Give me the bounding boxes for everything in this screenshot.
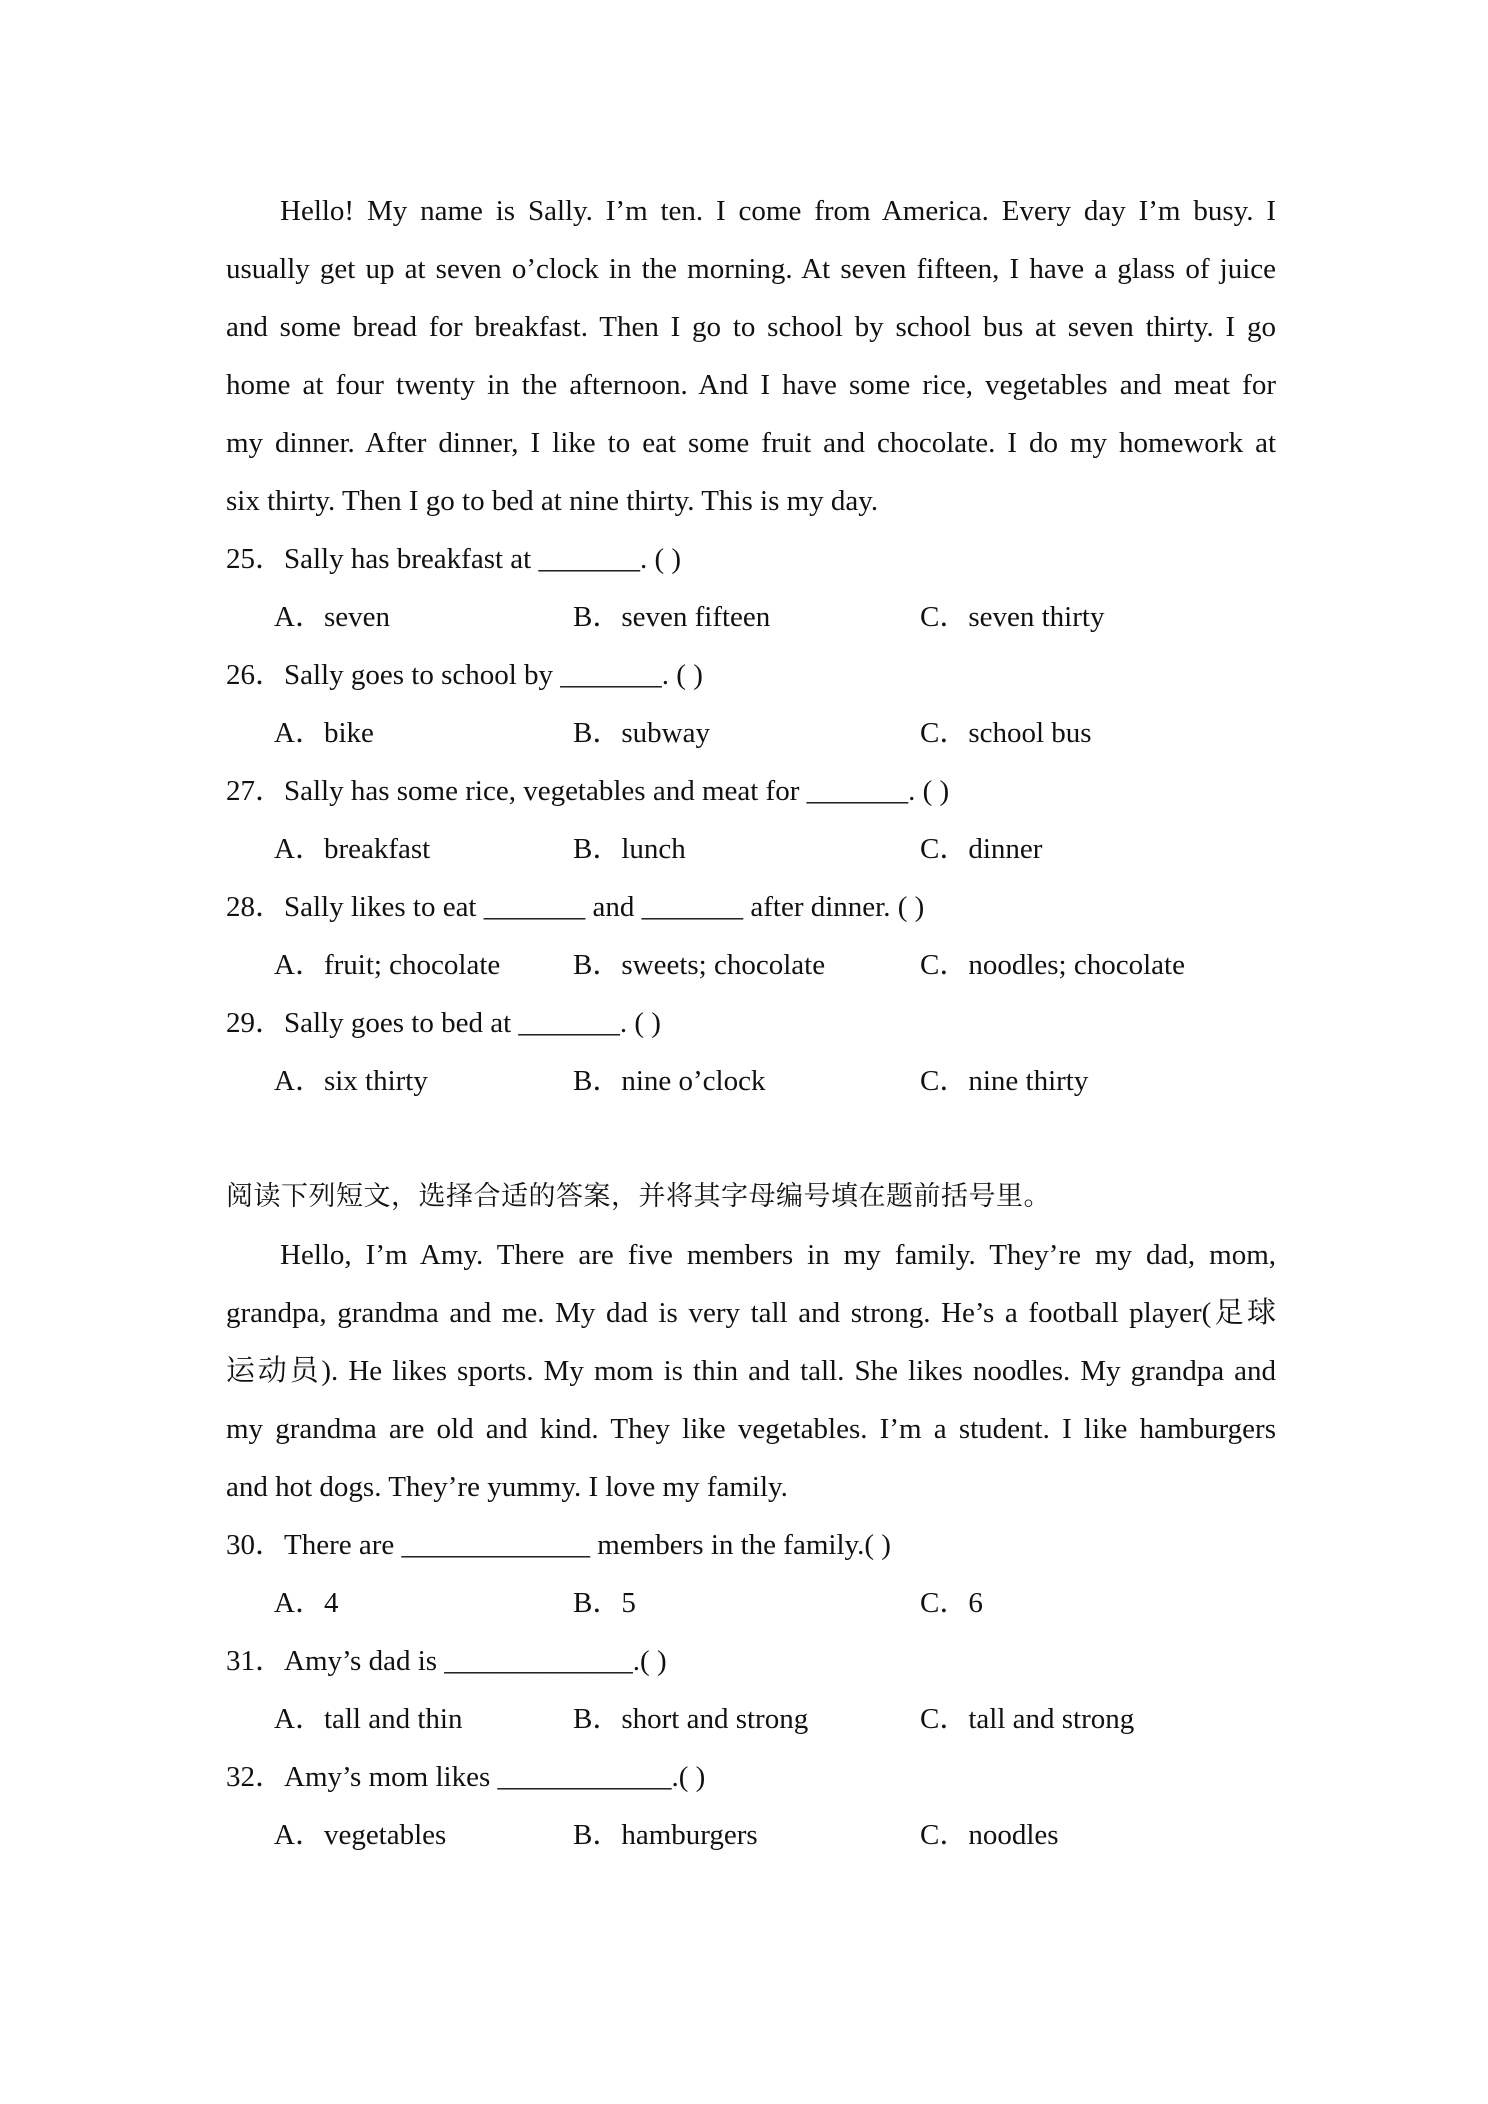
- option-c: C．seven thirty: [920, 601, 1105, 633]
- passage-line: usually get up at seven o’clock in the morning. At seven fifteen, I have a glass of juice: [226, 253, 1276, 285]
- question-stem: 31．Amy’s dad is _____________.( ): [226, 1645, 667, 1677]
- passage-line: Hello, I’m Amy. There are five members in my family. They’re my dad, mom,: [280, 1239, 1276, 1271]
- option-a: A．six thirty: [274, 1065, 428, 1097]
- question-stem: 29．Sally goes to bed at _______. ( ): [226, 1007, 661, 1039]
- option-c: C．6: [920, 1587, 983, 1619]
- option-c: C．nine thirty: [920, 1065, 1089, 1097]
- passage-line: my dinner. After dinner, I like to eat some fruit and chocolate. I do my homework at: [226, 427, 1276, 459]
- option-a: A．seven: [274, 601, 390, 633]
- option-c: C．school bus: [920, 717, 1092, 749]
- passage-line: home at four twenty in the afternoon. And I have some rice, vegetables and meat for: [226, 369, 1276, 401]
- option-a: A．vegetables: [274, 1819, 447, 1851]
- passage-line: 运动员). He likes sports. My mom is thin and tall. She likes noodles. My grandpa and: [226, 1355, 1276, 1387]
- option-b: B．sweets; chocolate: [573, 949, 826, 981]
- option-c: C．tall and strong: [920, 1703, 1135, 1735]
- question-stem: 30．There are _____________ members in the family.( ): [226, 1529, 891, 1561]
- option-a: A．fruit; chocolate: [274, 949, 501, 981]
- question-stem: 28．Sally likes to eat _______ and _______ after dinner. ( ): [226, 891, 925, 923]
- question-stem: 27．Sally has some rice, vegetables and meat for _______. ( ): [226, 775, 950, 807]
- passage-line: my grandma are old and kind. They like vegetables. I’m a student. I like hamburgers: [226, 1413, 1276, 1445]
- passage-line: and some bread for breakfast. Then I go to school by school bus at seven thirty. I go: [226, 311, 1276, 343]
- option-b: B．nine o’clock: [573, 1065, 766, 1097]
- passage-line: and hot dogs. They’re yummy. I love my family.: [226, 1471, 788, 1503]
- passage-line: six thirty. Then I go to bed at nine thirty. This is my day.: [226, 485, 879, 517]
- option-b: B．short and strong: [573, 1703, 809, 1735]
- passage-line: Hello! My name is Sally. I’m ten. I come from America. Every day I’m busy. I: [280, 195, 1276, 227]
- option-b: B．subway: [573, 717, 710, 749]
- option-b: B．lunch: [573, 833, 686, 865]
- option-c: C．dinner: [920, 833, 1043, 865]
- question-stem: 26．Sally goes to school by _______. ( ): [226, 659, 703, 691]
- option-a: A．4: [274, 1587, 339, 1619]
- question-stem: 25．Sally has breakfast at _______. ( ): [226, 543, 682, 575]
- option-a: A．bike: [274, 717, 374, 749]
- section-instruction: 阅读下列短文，选择合适的答案，并将其字母编号填在题前括号里。: [226, 1181, 1051, 1212]
- option-c: C．noodles; chocolate: [920, 949, 1185, 981]
- option-a: A．tall and thin: [274, 1703, 463, 1735]
- option-c: C．noodles: [920, 1819, 1059, 1851]
- question-stem: 32．Amy’s mom likes ____________.( ): [226, 1761, 706, 1793]
- option-b: B．hamburgers: [573, 1819, 758, 1851]
- option-a: A．breakfast: [274, 833, 431, 865]
- passage-line: grandpa, grandma and me. My dad is very tall and strong. He’s a football player(足球: [226, 1297, 1276, 1329]
- option-b: B．seven fifteen: [573, 601, 771, 633]
- option-b: B．5: [573, 1587, 636, 1619]
